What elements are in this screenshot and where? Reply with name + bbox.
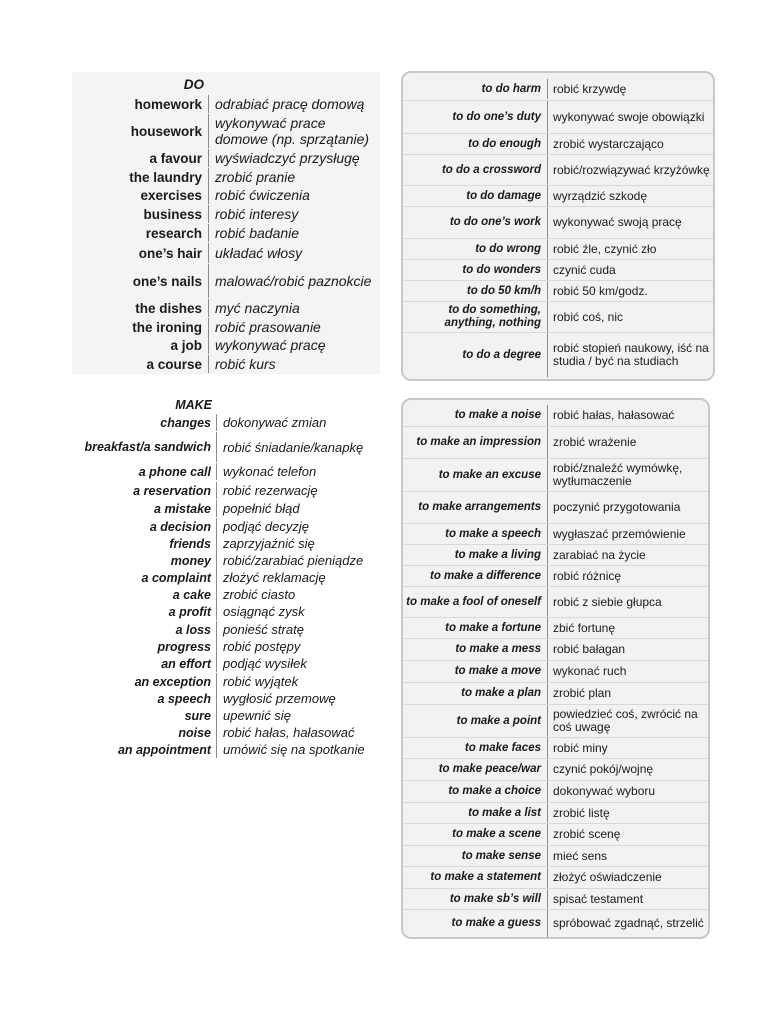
make-phrase: to make a fool of oneself: [406, 595, 541, 608]
make-phrase-translation: robić hałas, hałasować: [547, 405, 708, 426]
make-row: [72, 621, 372, 638]
make-phrase-row: [403, 661, 708, 682]
make-row: [72, 518, 372, 535]
make-term: a decision: [149, 519, 211, 534]
do-phrase-row: [403, 155, 713, 185]
make-row: [72, 673, 372, 690]
do-term: a job: [170, 337, 202, 353]
do-translation: robić prasowanie: [208, 318, 380, 336]
do-translation: malować/robić paznokcie: [208, 264, 380, 298]
make-term: breakfast/a sandwich: [84, 440, 211, 454]
make-term: a profit: [168, 604, 211, 619]
do-phrase: to do wrong: [475, 242, 541, 255]
make-term: a phone call: [138, 464, 211, 479]
make-phrase-translation: robić miny: [547, 738, 708, 758]
make-phrase: to make sense: [461, 849, 541, 862]
make-translation: zrobić ciasto: [216, 586, 372, 603]
do-phrase-translation: robić 50 km/godz.: [547, 281, 713, 301]
do-term: the laundry: [129, 169, 202, 185]
make-translation: wygłosić przemowę: [216, 690, 372, 707]
make-row: [72, 463, 372, 480]
do-phrases-box: [401, 71, 715, 381]
do-row: [72, 186, 380, 204]
do-translation: odrabiać pracę domową: [208, 95, 380, 113]
make-section: [72, 393, 372, 763]
make-translation: robić rezerwację: [216, 482, 372, 499]
make-phrase-row: [403, 618, 708, 638]
make-phrase-row: [403, 524, 708, 544]
do-phrase-row: [403, 186, 713, 206]
make-phrase: to make a mess: [455, 643, 541, 655]
do-row: [72, 336, 380, 354]
do-term: a course: [146, 356, 202, 372]
do-phrase: to do one’s work: [449, 216, 541, 228]
make-phrase-translation: spróbować zgadnąć, strzelić: [547, 910, 708, 937]
make-phrases-box: [401, 398, 710, 939]
make-phrase-row: [403, 587, 708, 617]
make-term: a mistake: [154, 501, 211, 516]
do-phrase-translation: wykonywać swoje obowiązki: [547, 101, 713, 133]
make-term: friends: [169, 536, 211, 551]
do-term: one’s hair: [138, 245, 202, 261]
make-phrase-translation: robić z siebie głupca: [547, 587, 708, 617]
make-phrase-row: [403, 459, 708, 491]
make-row: [72, 586, 372, 603]
make-phrase-translation: czynić pokój/wojnę: [547, 759, 708, 780]
make-phrase: to make peace/war: [438, 763, 541, 775]
do-phrase-row: [403, 207, 713, 238]
make-term: sure: [184, 708, 211, 723]
make-phrase-row: [403, 492, 708, 523]
make-phrase-translation: robić różnicę: [547, 566, 708, 586]
make-translation: robić hałas, hałasować: [216, 724, 372, 741]
make-phrase-translation: zrobić scenę: [547, 824, 708, 845]
do-term: a favour: [149, 150, 202, 166]
make-translation: robić/zarabiać pieniądze: [216, 552, 372, 569]
make-phrase-row: [403, 867, 708, 888]
do-phrase-translation: robić/rozwiązywać krzyżówkę: [547, 155, 713, 185]
make-row: [72, 414, 372, 431]
make-term: a speech: [157, 691, 211, 706]
make-phrase-translation: wykonać ruch: [547, 661, 708, 682]
make-phrase-row: [403, 824, 708, 845]
make-translation: popełnić błąd: [216, 500, 372, 517]
do-term: business: [143, 206, 202, 222]
do-term: one’s nails: [132, 273, 202, 289]
do-phrase-translation: wykonywać swoją pracę: [547, 207, 713, 238]
make-phrase-row: [403, 738, 708, 758]
make-term: changes: [160, 415, 211, 430]
do-row: [72, 224, 380, 242]
make-phrase-row: [403, 683, 708, 704]
do-row: [72, 95, 380, 113]
make-phrase: to make a move: [454, 665, 541, 677]
do-phrase-translation: zrobić wystarczająco: [547, 134, 713, 154]
do-translation: robić badanie: [208, 224, 380, 242]
make-row: [72, 482, 372, 499]
make-term: progress: [157, 639, 211, 654]
make-phrase-row: [403, 427, 708, 458]
make-phrase: to make arrangements: [418, 501, 541, 513]
make-translation: robić postępy: [216, 638, 372, 655]
make-phrase-row: [403, 846, 708, 866]
do-phrase: to do damage: [466, 189, 541, 202]
do-translation: myć naczynia: [208, 299, 380, 317]
make-translation: osiągnąć zysk: [216, 603, 372, 620]
do-phrase: to do one’s duty: [452, 110, 541, 123]
do-phrase-translation: robić stopień naukowy, iść na studia / być na studiach: [547, 333, 713, 377]
make-row: [72, 741, 372, 758]
make-row: [72, 690, 372, 707]
do-row: [72, 149, 380, 167]
make-term: an exception: [134, 674, 211, 689]
make-phrase: to make a guess: [451, 917, 541, 929]
do-phrase-row: [403, 79, 713, 99]
do-term: homework: [134, 96, 202, 112]
make-phrase: to make a point: [456, 714, 541, 727]
make-phrase: to make a noise: [454, 409, 541, 421]
make-phrase: to make a fortune: [445, 621, 541, 634]
do-phrase-translation: robić coś, nic: [547, 302, 713, 332]
make-phrase-row: [403, 803, 708, 823]
make-translation: umówić się na spotkanie: [216, 741, 372, 758]
make-phrase: to make a list: [468, 806, 541, 819]
make-translation: robić wyjątek: [216, 673, 372, 690]
make-phrase-row: [403, 889, 708, 909]
do-heading: DO: [183, 77, 204, 92]
make-phrase-row: [403, 566, 708, 586]
make-phrase: to make a scene: [452, 828, 541, 840]
make-phrase-translation: robić/znaleźć wymówkę, wytłumaczenie: [547, 459, 708, 491]
make-phrase-translation: dokonywać wyboru: [547, 781, 708, 802]
make-term: an effort: [161, 656, 211, 671]
make-phrase-translation: spisać testament: [547, 889, 708, 909]
do-phrase-row: [403, 239, 713, 259]
make-phrase-translation: poczynić przygotowania: [547, 492, 708, 523]
make-phrase-row: [403, 639, 708, 660]
make-row: [72, 638, 372, 655]
do-phrase-row: [403, 101, 713, 133]
do-phrase-row: [403, 134, 713, 154]
do-term: the ironing: [132, 319, 202, 335]
make-translation: zaprzyjaźnić się: [216, 535, 372, 552]
make-phrase: to make a difference: [429, 569, 541, 582]
make-phrase: to make an impression: [416, 436, 541, 448]
make-row: [72, 569, 372, 586]
do-phrase: to do something, anything, nothing: [444, 304, 541, 329]
make-phrase-translation: zrobić plan: [547, 683, 708, 704]
make-translation: ponieść stratę: [216, 621, 372, 638]
make-translation: podjąć decyzję: [216, 518, 372, 535]
make-translation: dokonywać zmian: [216, 414, 372, 431]
do-translation: zrobić pranie: [208, 168, 380, 186]
do-phrase: to do wonders: [462, 263, 541, 276]
make-phrase-row: [403, 705, 708, 737]
make-term: a reservation: [133, 483, 211, 498]
do-phrase: to do a degree: [462, 348, 541, 361]
make-phrase-row: [403, 545, 708, 565]
make-phrase-row: [403, 759, 708, 780]
make-row: [72, 707, 372, 724]
make-row: [72, 552, 372, 569]
make-row: [72, 724, 372, 741]
make-phrase: to make a choice: [448, 785, 541, 797]
do-phrase-row: [403, 260, 713, 280]
do-row: [72, 205, 380, 223]
do-translation: wykonywać pracę: [208, 336, 380, 354]
do-translation: wykonywać prace domowe (np. sprzątanie): [208, 114, 380, 148]
do-phrase-row: [403, 333, 713, 377]
make-phrase-translation: zrobić listę: [547, 803, 708, 823]
make-phrase: to make a living: [454, 548, 541, 561]
do-term: research: [145, 225, 202, 241]
make-row: [72, 535, 372, 552]
make-phrase-translation: zbić fortunę: [547, 618, 708, 638]
make-heading: MAKE: [175, 398, 212, 412]
make-row: [72, 655, 372, 672]
do-phrase-translation: wyrządzić szkodę: [547, 186, 713, 206]
make-phrase-translation: zrobić wrażenie: [547, 427, 708, 458]
do-row: [72, 243, 380, 263]
make-term: a complaint: [141, 570, 211, 585]
do-row: [72, 355, 380, 373]
make-phrase-translation: wygłaszać przemówienie: [547, 524, 708, 544]
make-term: noise: [178, 725, 211, 740]
do-translation: robić kurs: [208, 355, 380, 373]
make-phrase: to make a statement: [430, 871, 541, 883]
make-translation: złożyć reklamację: [216, 569, 372, 586]
make-phrase: to make faces: [464, 741, 541, 754]
make-translation: robić śniadanie/kanapkę: [216, 432, 372, 462]
make-row: [72, 500, 372, 517]
do-phrase: to do a crossword: [441, 163, 541, 176]
do-phrase-translation: robić źle, czynić zło: [547, 239, 713, 259]
do-section: [72, 72, 380, 374]
do-phrase-row: [403, 281, 713, 301]
do-translation: wyświadczyć przysługę: [208, 149, 380, 167]
make-phrase: to make a speech: [445, 527, 541, 540]
do-translation: robić ćwiczenia: [208, 186, 380, 204]
do-row: [72, 168, 380, 186]
make-row: [72, 432, 372, 462]
do-row: [72, 114, 380, 148]
make-phrase-row: [403, 781, 708, 802]
make-translation: upewnić się: [216, 707, 372, 724]
do-term: exercises: [140, 187, 202, 203]
make-term: a loss: [175, 622, 211, 637]
make-phrase-translation: robić bałagan: [547, 639, 708, 660]
make-phrase-translation: zarabiać na życie: [547, 545, 708, 565]
make-translation: wykonać telefon: [216, 463, 372, 480]
do-row: [72, 318, 380, 336]
do-row: [72, 299, 380, 317]
make-phrase: to make a plan: [461, 687, 541, 699]
make-term: money: [170, 553, 211, 568]
make-phrase-row: [403, 405, 708, 426]
make-phrase-translation: mieć sens: [547, 846, 708, 866]
do-phrase: to do enough: [468, 137, 541, 150]
do-phrase-row: [403, 302, 713, 332]
do-term: the dishes: [135, 300, 202, 316]
make-term: a cake: [172, 587, 211, 602]
make-phrase-translation: powiedzieć coś, zwrócić na coś uwagę: [547, 705, 708, 737]
do-row: [72, 264, 380, 298]
do-phrase-translation: czynić cuda: [547, 260, 713, 280]
make-phrase-translation: złożyć oświadczenie: [547, 867, 708, 888]
make-translation: podjąć wysiłek: [216, 655, 372, 672]
make-phrase-row: [403, 910, 708, 937]
make-phrase: to make sb’s will: [449, 892, 541, 905]
do-term: housework: [130, 123, 202, 139]
do-phrase: to do harm: [481, 82, 541, 95]
do-translation: robić interesy: [208, 205, 380, 223]
do-phrase-translation: robić krzywdę: [547, 79, 713, 99]
do-phrase: to do 50 km/h: [466, 284, 541, 297]
make-term: an appointment: [117, 742, 211, 757]
make-row: [72, 603, 372, 620]
do-translation: układać włosy: [208, 243, 380, 263]
make-phrase: to make an excuse: [438, 468, 541, 481]
